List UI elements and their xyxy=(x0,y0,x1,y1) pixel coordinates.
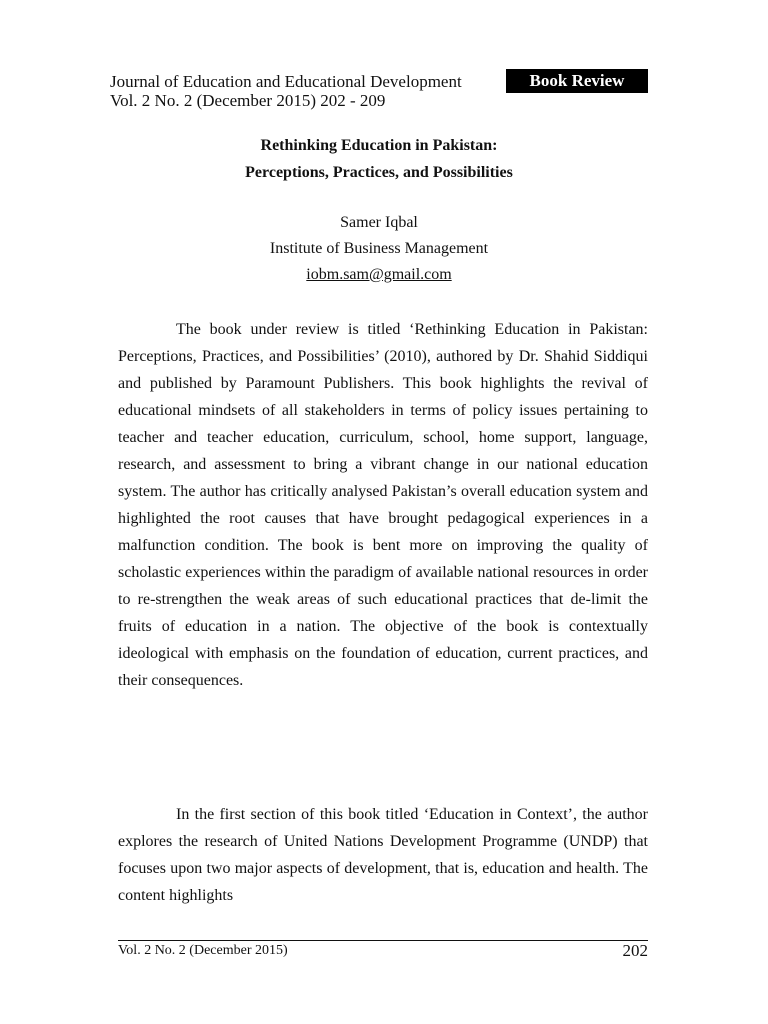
volume-info: Vol. 2 No. 2 (December 2015) 202 - 209 xyxy=(110,91,386,110)
author-block xyxy=(110,210,648,288)
author-name: Samer Iqbal xyxy=(340,214,418,231)
journal-name: Journal of Education and Educational Development xyxy=(110,72,462,91)
title-line-1: Rethinking Education in Pakistan: xyxy=(260,137,498,154)
journal-header xyxy=(110,72,462,110)
page-number: 202 xyxy=(622,941,648,960)
title-line-2: Perceptions, Practices, and Possibilities xyxy=(245,164,513,181)
author-affiliation: Institute of Business Management xyxy=(269,240,489,257)
article-title xyxy=(110,132,648,186)
section-badge: Book Review xyxy=(506,69,648,93)
author-email-link[interactable]: iobm.sam@gmail.com xyxy=(306,266,452,283)
footer-divider xyxy=(118,940,648,941)
body-paragraph-1: The book under review is titled ‘Rethinking Education in Pakistan: Perceptions, Practices, and Possibilities’ (2010), authored by Dr. Shahid Siddiqui and published by Paramount Publishers. This book highlights the revival of educational mindsets of all stakeholders in terms of policy issues pertaining to teacher and teacher education, curriculum, school, home support, language, research, and assessment to bring a vibrant change in our national education system. The author has critically analysed Pakistan’s overall education system and highlighted the root causes that have brought pedagogical experiences in a malfunction condition. The book is bent more on improving the quality of scholastic experiences within the paradigm of available national resources in order to re-strengthen the weak areas of such educational practices that de-limit the fruits of education in a nation. The objective of the book is contextually ideological with emphasis on the foundation of education, current practices, and their consequences. xyxy=(118,321,648,689)
body-paragraph-2: In the first section of this book titled ‘Education in Context’, the author explores the research of United Nations Development Programme (UNDP) that focuses upon two major aspects of development, that is, education and health. The content highlights xyxy=(118,806,648,904)
footer-volume: Vol. 2 No. 2 (December 2015) xyxy=(118,943,288,958)
